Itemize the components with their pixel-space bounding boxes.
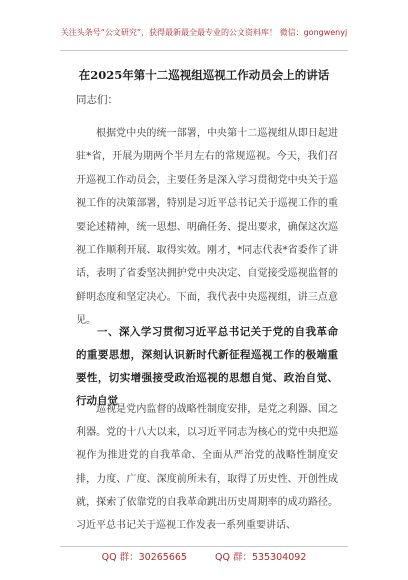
- page-title: 在2025年第十二巡视组巡视工作动员会上的讲话: [78, 68, 330, 82]
- header-note: 关注头条号“公文研究”，获得最新最全最专业的公文资料库！ 微信：gongwenyj: [60, 28, 348, 37]
- footer-qq-group-2: QQ 群：535304092: [214, 552, 307, 563]
- footer-divider: [60, 546, 348, 547]
- header-divider: [60, 50, 348, 51]
- paragraph-section-1: 巡视是党内监督的战略性制度安排，是党之利器、国之利器。党的十八大以来，以习近平同志为核心的党中央把巡视作为推进党的自我革命、全面从严治党的战略性制度安排，力度、广度、深度前所未有，取得了历史性、开创性成就，探索了依靠党的自我革命跳出历史周期率的成功路径。习近平总书记关于巡视工作发表一系列重要讲话、: [76, 404, 338, 532]
- footer-qq-group-1: QQ 群：30265665: [101, 552, 187, 563]
- section-heading-1: 一、深入学习贯彻习近平总书记关于党的自我革命的重要思想，深刻认识新时代新征程巡视工作的极端重要性，切实增强接受政治巡视的思想自觉、政治自觉、行动自觉: [76, 326, 338, 407]
- salutation: 同志们：: [76, 94, 118, 106]
- footer: [0, 552, 408, 564]
- paragraph-intro: 根据党中央的统一部署，中央第十二巡视组从即日起进驻*省，开展为期两个半月左右的常规巡视。今天，我们召开巡视工作动员会，主要任务是深入学习贯彻党中央关于巡视工作的决策部署，特别是习近平总书记关于巡视工作的重要论述精神，统一思想、明确任务、提出要求，确保这次巡视工作顺利开展、取得实效。刚才，*同志代表*省委作了讲话，表明了省委坚决拥护党中央决定、自觉接受巡视监督的鲜明态度和坚定决心。下面，我代表中央巡视组，讲三点意见。: [76, 128, 338, 327]
